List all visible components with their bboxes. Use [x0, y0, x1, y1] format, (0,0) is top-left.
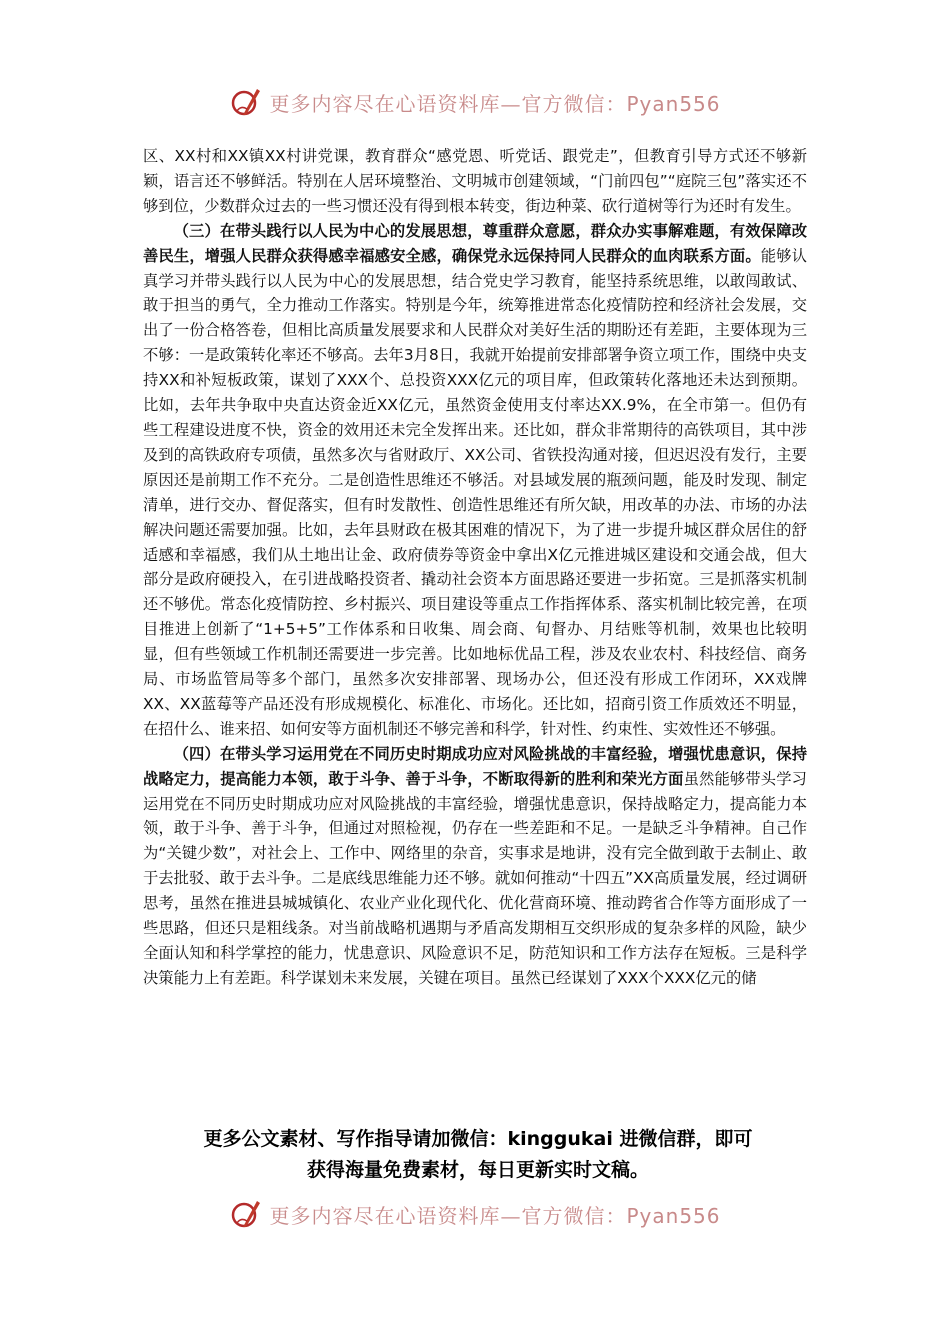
header-banner-text: 更多内容尽在心语资料库—官方微信：Pyan556: [269, 91, 721, 116]
footer-wechat-id: Pyan556: [626, 1203, 721, 1228]
footer-banner-text: 更多内容尽在心语资料库—官方微信：Pyan556: [269, 1203, 721, 1228]
section-4-body: 虽然能够带头学习运用党在不同历史时期成功应对风险挑战的丰富经验，增强忧患意识，保持战略定力，提高能力本领，敢于斗争、善于斗争，但通过对照检视，仍存在一些差距和不足。一是缺乏斗争精神。自己作为“关键少数”，对社会上、工作中、网络里的杂音，实事求是地讲，没有完全做到敢于去制止、敢于去批驳、敢于去斗争。二是底线思维能力还不够。就如何推动“十四五”XX高质量发展，经过调研思考，虽然在推进县城城镇化、农业产业化现代化、优化营商环境、推动跨省合作等方面形成了一些思路，但还只是粗线条。对当前战略机遇期与矛盾高发期相互交织形成的复杂多样的风险，缺少全面认知和科学掌控的能力，忧患意识、风险意识不足，防范知识和工作方法存在短板。三是科学决策能力上有差距。科学谋划未来发展，关键在项目。虽然已经谋划了XXX个XXX亿元的储: [143, 769, 807, 987]
quill-logo-icon: [229, 85, 263, 119]
section-4-heading: （四）在带头学习运用党在不同历史时期成功应对风险挑战的丰富经验，增强忧患意识，保持战略定力，提高能力本领，敢于斗争、善于斗争，不断取得新的胜利和荣光方面: [143, 744, 807, 788]
header-banner: [0, 82, 950, 122]
header-wechat-id: Pyan556: [626, 91, 721, 116]
section-3: [143, 219, 807, 742]
paragraph-continued: 区、XX村和XX镇XX村讲党课，教育群众“感党恩、听党话、跟党走”，但教育引导方式还不够新颖，语言还不够鲜活。特别在人居环境整治、文明城市创建领域，“门前四包”“庭院三包”落实还不够到位，少数群众过去的一些习惯还没有得到根本转变，街边种菜、砍行道树等行为还时有发生。: [143, 147, 807, 215]
document-body: [143, 144, 807, 991]
promo-notice: [148, 1124, 808, 1186]
section-3-body: 能够认真学习并带头践行以人民为中心的发展思想，结合党史学习教育，能坚持系统思维，以敢闯敢试、敢于担当的勇气，全力推动工作落实。特别是今年，统筹推进常态化疫情防控和经济社会发展，交出了一份合格答卷，但相比高质量发展要求和人民群众对美好生活的期盼还有差距，主要体现为三不够：一是政策转化率还不够高。去年3月8日，我就开始提前安排部署争资立项工作，围绕中央支持XX和补短板政策，谋划了XXX个、总投资XXX亿元的项目库，但政策转化落地还未达到预期。比如，去年共争取中央直达资金近XX亿元，虽然资金使用支付率达XX.9%，在全市第一。但仍有些工程建设进度不快，资金的效用还未完全发挥出来。还比如，群众非常期待的高铁项目，其中涉及到的高铁政府专项债，虽然多次与省财政厅、XX公司、省铁投沟通对接，但迟迟没有发行，主要原因还是前期工作不充分。二是创造性思维还不够活。对县域发展的瓶颈问题，能及时发现、制定清单，进行交办、督促落实，但有时发散性、创造性思维还有所欠缺，用改革的办法、市场的办法解决问题还需要加强。比如，去年县财政在极其困难的情况下，为了进一步提升城区群众居住的舒适感和幸福感，我们从土地出让金、政府债券等资金中拿出X亿元推进城区建设和交通会战，但大部分是政府硬投入，在引进战略投资者、撬动社会资本方面思路还要进一步拓宽。三是抓落实机制还不够优。常态化疫情防控、乡村振兴、项目建设等重点工作指挥体系、落实机制比较完善，在项目推进上创新了“1+5+5”工作体系和日收集、周会商、旬督办、月结账等机制，效果也比较明显，但有些领域工作机制还需要进一步完善。比如地标优品工程，涉及农业农村、科技经信、商务局、市场监管局等多个部门，虽然多次安排部署、现场办公，但还没有形成工作闭环，XX戏牌XX、XX蓝莓等产品还没有形成规模化、标准化、市场化。还比如，招商引资工作质效还不明显，在招什么、谁来招、如何安等方面机制还不够完善和科学，针对性、约束性、实效性还不够强。: [143, 246, 807, 738]
promo-line-2: 获得海量免费素材，每日更新实时文稿。: [306, 1159, 649, 1181]
footer-banner: [0, 1194, 950, 1234]
section-3-heading: （三）在带头践行以人民为中心的发展思想，尊重群众意愿，群众办实事解难题，有效保障改善民生，增强人民群众获得感幸福感安全感，确保党永远保持同人民群众的血肉联系方面。: [143, 221, 807, 265]
promo-line-1: 更多公文素材、写作指导请加微信：kinggukai 进微信群，即可: [203, 1128, 753, 1150]
quill-logo-icon: [229, 1197, 263, 1231]
section-4: [143, 742, 807, 991]
